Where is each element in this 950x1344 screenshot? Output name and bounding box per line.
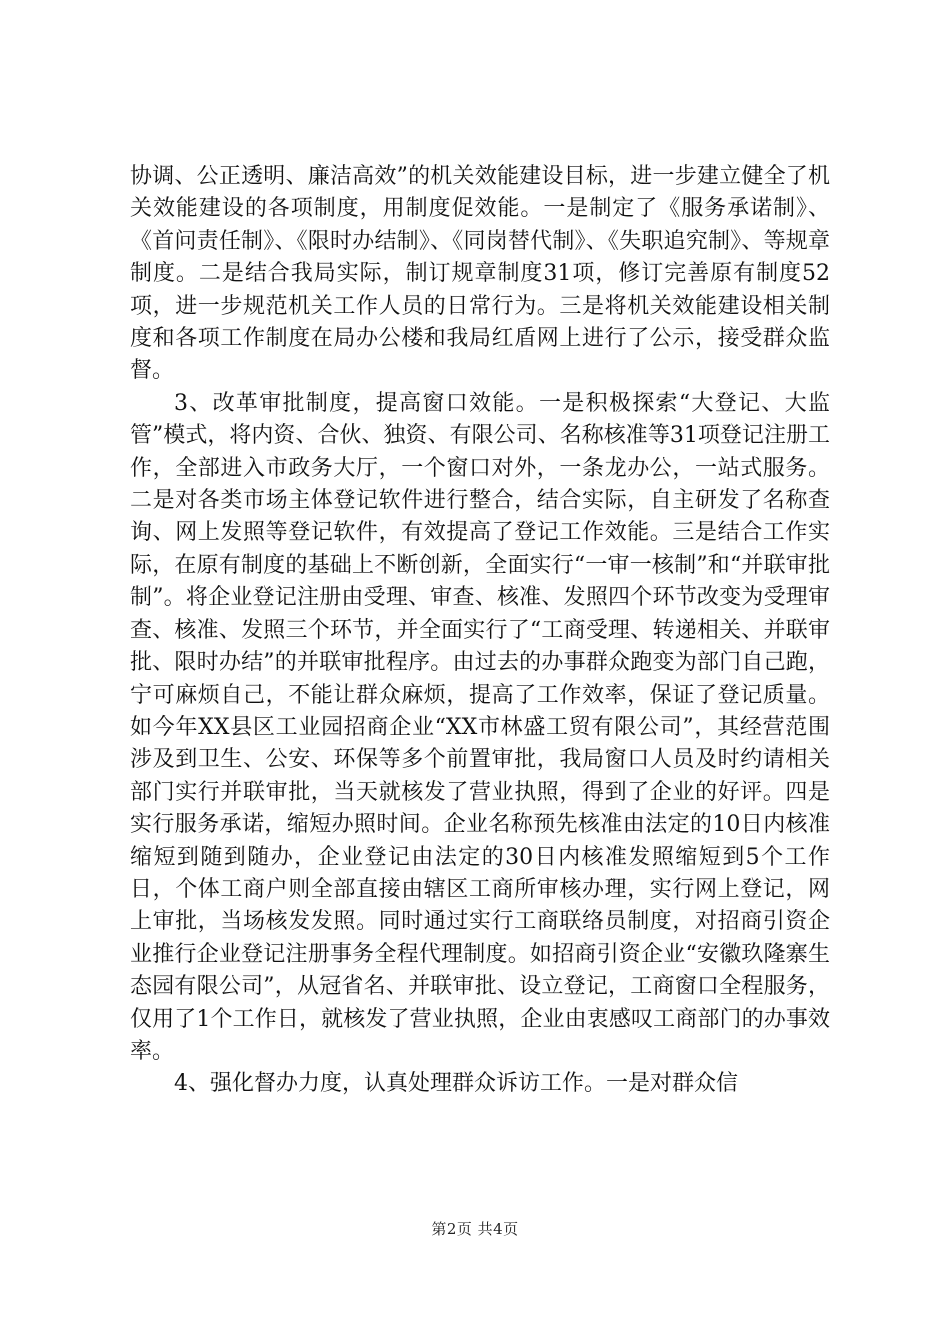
paragraph-section-4: 4、强化督办力度，认真处理群众诉访工作。一是对群众信	[174, 1071, 738, 1097]
paragraph-section-3: 3、改革审批制度，提高窗口效能。一是积极探索“大登记、大监管”模式，将内资、合伙、独资、有限公司、名称核准等31项登记注册工作，全部进入市政务大厅，一个窗口对外，一条龙办公，一站式服务。二是对各类市场主体登记软件进行整合，结合实际，自主研发了名称查询、网上发照等登记软件，有效提高了登记工作效能。三是结合工作实际，在原有制度的基础上不断创新，全面实行“一审一核制”和“并联审批制”。将企业登记注册由受理、审查、核准、发照四个环节改变为受理审查、核准、发照三个环节，并全面实行了“工商受理、转递相关、并联审批、限时办结”的并联审批程序。由过去的办事群众跑变为部门自己跑，宁可麻烦自己，不能让群众麻烦，提高了工作效率，保证了登记质量。如今年XX县区工业园招商企业“XX市林盛工贸有限公司”，其经营范围涉及到卫生、公安、环保等多个前置审批，我局窗口人员及时约请相关部门实行并联审批，当天就核发了营业执照，得到了企业的好评。四是实行服务承诺，缩短办照时间。企业名称预先核准由法定的10日内核准缩短到随到随办，企业登记由法定的30日内核准发照缩短到5个工作日，个体工商户则全部直接由辖区工商所审核办理，实行网上登记，网上审批，当场核发发照。同时通过实行工商联络员制度，对招商引资企业推行企业登记注册事务全程代理制度。如招商引资企业“安徽玖隆寨生态园有限公司”，从冠省名、并联审批、设立登记，工商窗口全程服务，仅用了1个工作日，就核发了营业执照，企业由衷感叹工商部门的办事效率。	[130, 390, 830, 1064]
document-body	[130, 161, 830, 1101]
page-footer: 第2页 共4页	[431, 1220, 519, 1238]
paragraph-continuation: 协调、公正透明、廉洁高效”的机关效能建设目标，进一步建立健全了机关效能建设的各项制度，用制度促效能。一是制定了《服务承诺制》、《首问责任制》、《限时办结制》、《同岗替代制》、《失职追究制》、等规章制度。二是结合我局实际，制订规章制度31项，修订完善原有制度52项，进一步规范机关工作人员的日常行为。三是将机关效能建设相关制度和各项工作制度在局办公楼和我局红盾网上进行了公示，接受群众监督。	[130, 164, 830, 384]
